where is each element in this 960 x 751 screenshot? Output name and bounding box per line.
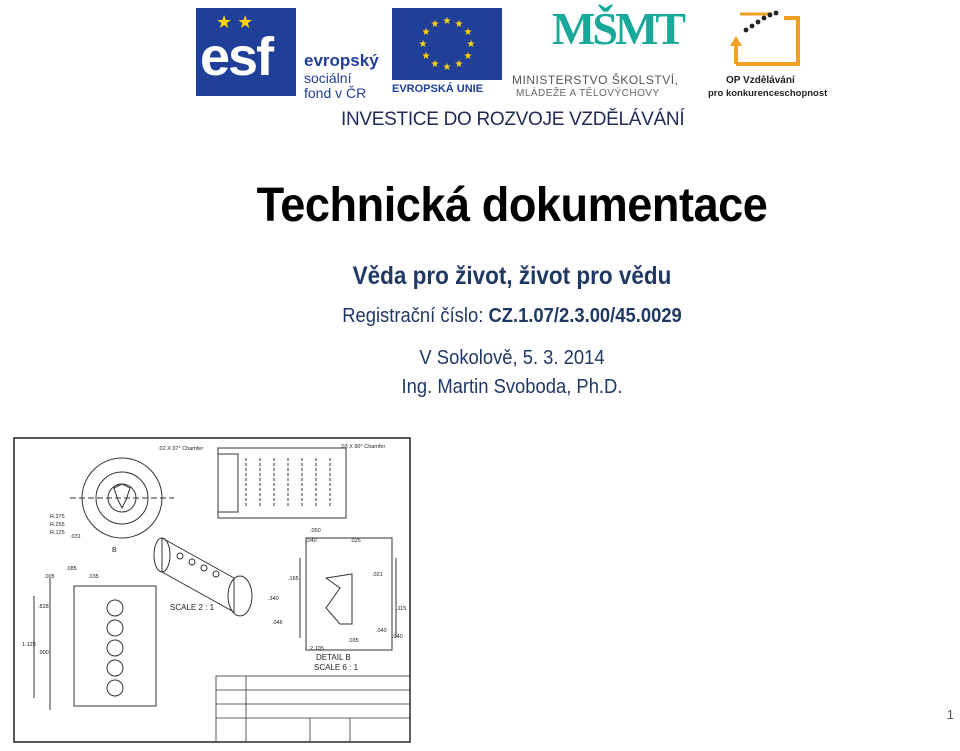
msmt-mark: MŠMT [552,3,684,54]
esf-mark: esf [200,27,273,87]
esf-logo [196,8,384,101]
op-emblem-icon [706,6,830,72]
svg-text:★: ★ [463,51,473,62]
registration-label: Registrační číslo: [342,305,489,327]
esf-line2: sociální [304,70,352,86]
esf-stars-icon: ★ ★ [216,12,254,32]
dim-040b: .040 [376,628,387,634]
section-label: B [112,547,117,554]
scale-main: SCALE 2 : 1 [170,603,215,612]
page-title: Technická dokumentace [256,179,768,232]
dim-2105: 2.105 [310,646,324,652]
svg-text:★: ★ [454,59,464,70]
technical-drawing [10,428,414,746]
dim-340: .340 [268,596,279,602]
svg-text:★: ★ [442,16,452,27]
svg-text:★: ★ [430,59,440,70]
author: Ing. Martin Svoboda, Ph.D. [401,376,623,398]
dim-165: .165 [288,576,299,582]
svg-text:★: ★ [466,39,476,50]
dim-900: .900 [38,650,49,656]
dim-035: .035 [348,638,359,644]
place-date: V Sokolově, 5. 3. 2014 [419,347,605,369]
dim-031: .031 [70,534,81,540]
svg-text:★: ★ [421,27,431,38]
dim-040a: .040 [306,538,317,544]
svg-text:★: ★ [418,39,428,50]
dim-005: .005 [44,574,55,580]
dim-025: .025 [350,538,361,544]
msmt-logo [512,3,702,100]
chamfer-label-left: .02 X 37° Chamfer [158,446,204,452]
detail-scale: SCALE 6 : 1 [314,663,359,672]
dim-046: .046 [272,620,283,626]
eu-label: EVROPSKÁ UNIE [392,83,484,95]
dim-r375: R.375 [50,514,65,520]
dim-115: .115 [396,606,407,612]
op-line2: pro konkurenceschopnost [708,88,828,99]
msmt-line1: MINISTERSTVO ŠKOLSTVÍ, [512,73,679,87]
dim-040c: .040 [392,634,403,640]
eu-flag-icon [392,8,502,80]
op-logo [706,6,830,100]
dim-021: .021 [372,572,383,578]
dim-035b: .035 [88,574,99,580]
esf-line3: fond v ČR [304,84,367,101]
dim-085: .085 [66,566,77,572]
svg-text:★: ★ [442,62,452,73]
eu-logo [392,8,502,98]
svg-text:★: ★ [421,51,431,62]
registration-line [41,306,960,326]
detail-title: DETAIL B [316,653,351,662]
banner-text: INVESTICE DO ROZVOJE VZDĚLÁVÁNÍ [341,109,685,130]
dim-828: .828 [38,604,49,610]
chamfer-label-right: .03 X 90° Chamfer [340,444,386,450]
op-line1: OP Vzdělávání [726,75,795,86]
msmt-line2: MLÁDEŽE A TĚLOVÝCHOVY [516,88,660,99]
subtitle: Věda pro život, život pro vědu [352,262,672,290]
dim-r125: R.125 [50,530,65,536]
drawing-border [14,438,410,742]
svg-text:★: ★ [454,19,464,30]
page-number: 1 [946,707,954,722]
dim-1125: 1.125 [22,642,36,648]
esf-line1: evropský [304,51,379,70]
esf-line2-3 [304,71,384,100]
dim-r255: R.255 [50,522,65,528]
registration-number: CZ.1.07/2.3.00/45.0029 [488,305,682,327]
svg-text:★: ★ [463,27,473,38]
svg-text:★: ★ [430,19,440,30]
dim-050: .050 [310,528,321,534]
